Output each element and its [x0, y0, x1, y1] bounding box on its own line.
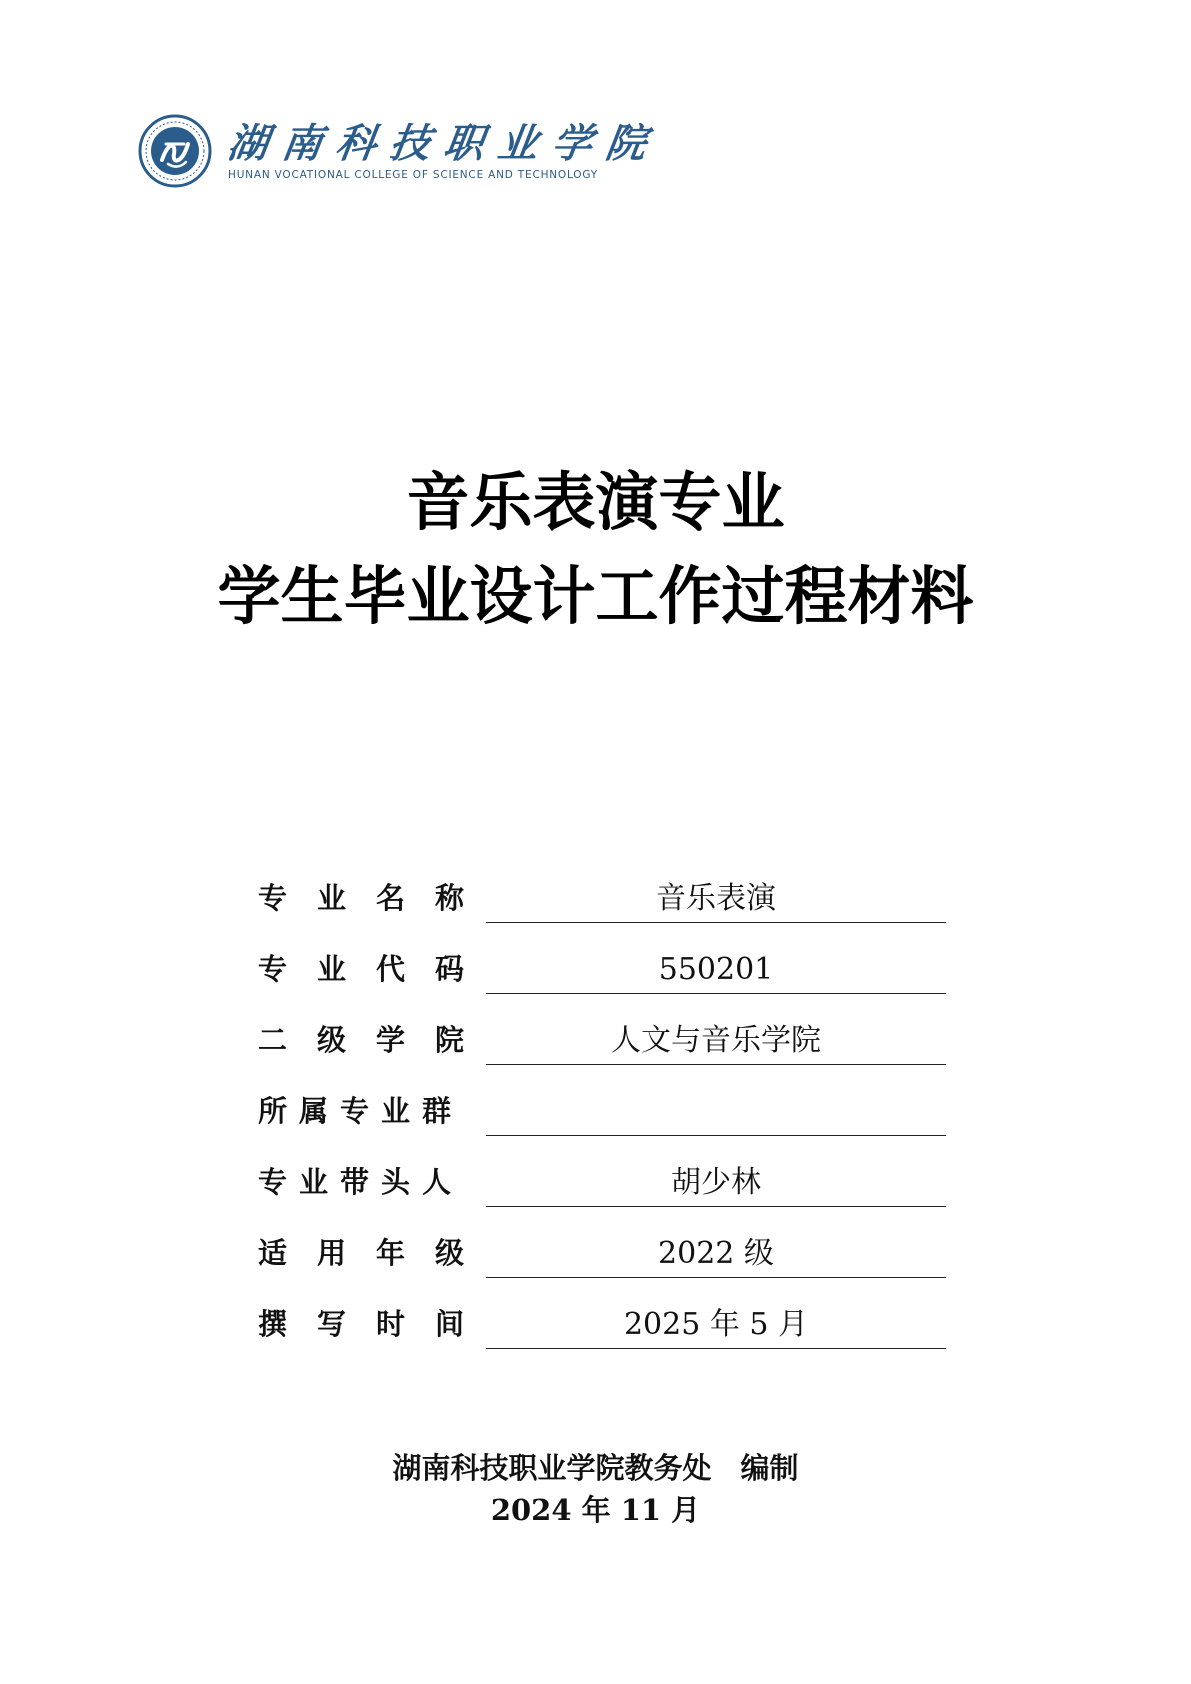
field-label: 专业名称: [258, 881, 495, 915]
logo-english-name: HUNAN VOCATIONAL COLLEGE OF SCIENCE AND TECHNOLOGY: [228, 169, 598, 181]
college-seal-icon: [138, 114, 212, 188]
field-label: 所属专业群: [258, 1094, 464, 1128]
field-row-major-code: [258, 939, 946, 1010]
field-value: 2022 级: [486, 1233, 946, 1278]
field-label: 适用年级: [258, 1236, 495, 1270]
logo-chinese-name: 湖南科技职业学院: [224, 120, 664, 167]
info-form: [258, 868, 946, 1365]
field-value: 胡少林: [486, 1162, 946, 1207]
field-row-major-name: [258, 868, 946, 939]
field-value: 2025 年 5 月: [486, 1304, 946, 1349]
field-value: 人文与音乐学院: [486, 1020, 946, 1065]
field-row-program-leader: [258, 1152, 946, 1223]
field-value: 音乐表演: [486, 878, 946, 923]
field-row-writing-time: [258, 1294, 946, 1365]
field-value: 550201: [486, 949, 946, 994]
field-label: 专业代码: [258, 952, 495, 986]
issue-date: 2024 年 11 月: [490, 1493, 701, 1527]
field-row-major-group: [258, 1081, 946, 1152]
field-label: 二级学院: [258, 1023, 495, 1057]
college-logo: [138, 108, 664, 194]
field-label: 撰写时间: [258, 1307, 495, 1341]
document-title-line1: 音乐表演专业: [406, 466, 785, 539]
field-row-secondary-college: [258, 1010, 946, 1081]
issuer-line: 湖南科技职业学院教务处 编制: [392, 1451, 799, 1485]
field-value: [486, 1091, 946, 1136]
field-label: 专业带头人: [258, 1165, 464, 1199]
field-row-applicable-grade: [258, 1223, 946, 1294]
document-title-line2: 学生毕业设计工作过程材料: [217, 560, 974, 633]
